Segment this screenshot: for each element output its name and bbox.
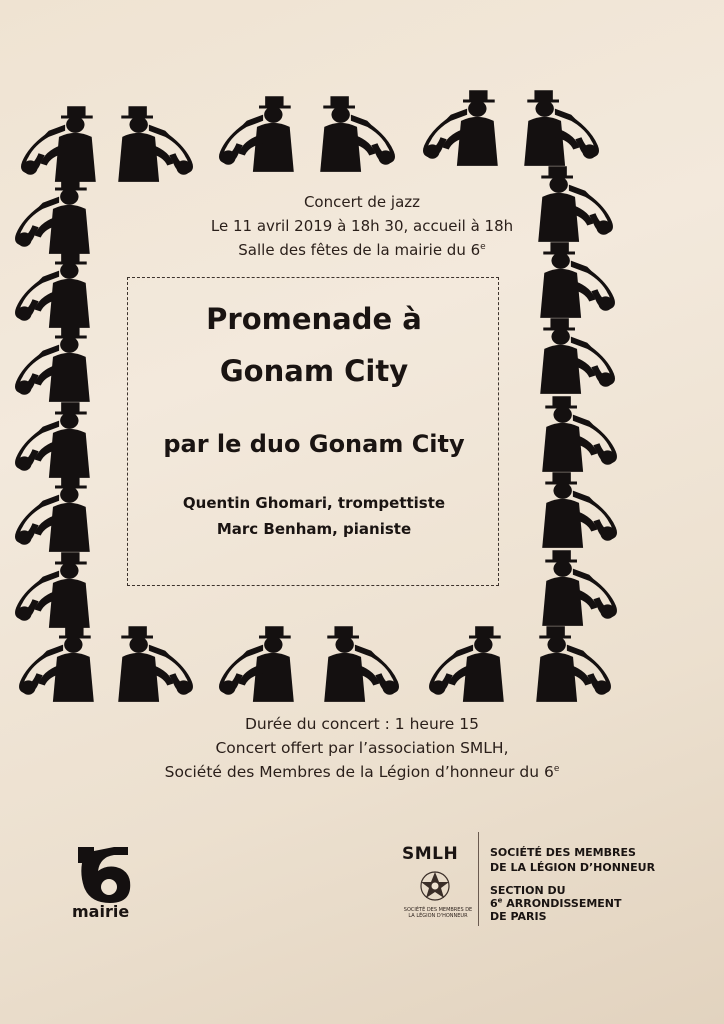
society-name-sup: e bbox=[553, 763, 560, 774]
saxophonist-silhouette-icon bbox=[532, 466, 624, 548]
saxophonist-silhouette-icon bbox=[422, 620, 514, 702]
legion-honneur-emblem-icon bbox=[412, 866, 458, 906]
saxophonist-silhouette-icon bbox=[530, 312, 622, 394]
saxophonist-silhouette-icon bbox=[532, 544, 624, 626]
program-box bbox=[127, 277, 499, 586]
saxophonist-silhouette-icon bbox=[416, 84, 508, 166]
performer-1: Quentin Ghomari, trompettiste bbox=[182, 494, 446, 512]
society-name bbox=[0, 760, 724, 784]
section-line3: DE PARIS bbox=[490, 910, 547, 923]
saxophonist-silhouette-icon bbox=[12, 620, 104, 702]
saxophonist-silhouette-icon bbox=[212, 90, 304, 172]
saxophonist-silhouette-icon bbox=[8, 320, 100, 402]
saxophonist-silhouette-icon bbox=[108, 100, 200, 182]
concert-offered-by: Concert offert par l’association SMLH, bbox=[215, 739, 509, 757]
section-line2-num: 6 bbox=[490, 897, 498, 910]
program-subtitle: par le duo Gonam City bbox=[163, 430, 465, 458]
society-block bbox=[490, 845, 655, 875]
section-line1: SECTION DU bbox=[490, 884, 566, 897]
section-line2-sup: e bbox=[497, 896, 503, 905]
performer-2: Marc Benham, pianiste bbox=[216, 520, 412, 538]
section-line2 bbox=[490, 897, 622, 910]
saxophonist-silhouette-icon bbox=[526, 620, 618, 702]
section-block bbox=[490, 884, 622, 923]
saxophonist-silhouette-icon bbox=[310, 90, 402, 172]
saxophonist-silhouette-icon bbox=[14, 100, 106, 182]
saxophonist-silhouette-icon bbox=[212, 620, 304, 702]
society-line1: SOCIÉTÉ DES MEMBRES bbox=[490, 846, 636, 859]
smlh-acronym: SMLH bbox=[402, 844, 459, 864]
mairie-label: mairie bbox=[72, 902, 130, 921]
saxophonist-silhouette-icon bbox=[8, 470, 100, 552]
society-line2: DE LA LÉGION D’HONNEUR bbox=[490, 861, 656, 874]
event-venue bbox=[0, 239, 724, 262]
event-venue-sup: e bbox=[480, 242, 486, 252]
program-title-line1: Promenade à bbox=[206, 302, 422, 336]
section-line2-rest: ARRONDISSEMENT bbox=[502, 897, 622, 910]
saxophonist-silhouette-icon bbox=[514, 84, 606, 166]
saxophonist-silhouette-icon bbox=[314, 620, 406, 702]
logo-divider bbox=[478, 832, 479, 926]
smlh-small-text: SOCIÉTÉ DES MEMBRES DE LA LÉGION D'HONNEUR bbox=[403, 907, 473, 919]
concert-duration: Durée du concert : 1 heure 15 bbox=[245, 715, 479, 733]
program-title-line2: Gonam City bbox=[219, 354, 409, 388]
event-venue-text: Salle des fêtes de la mairie du 6 bbox=[238, 241, 481, 259]
saxophonist-silhouette-icon bbox=[532, 390, 624, 472]
society-name-text: Société des Membres de la Légion d’honneur du 6 bbox=[164, 763, 554, 781]
saxophonist-silhouette-icon bbox=[108, 620, 200, 702]
event-date: Le 11 avril 2019 à 18h 30, accueil à 18h bbox=[210, 217, 514, 235]
saxophonist-silhouette-icon bbox=[8, 546, 100, 628]
saxophonist-silhouette-icon bbox=[8, 396, 100, 478]
event-type: Concert de jazz bbox=[303, 193, 421, 211]
